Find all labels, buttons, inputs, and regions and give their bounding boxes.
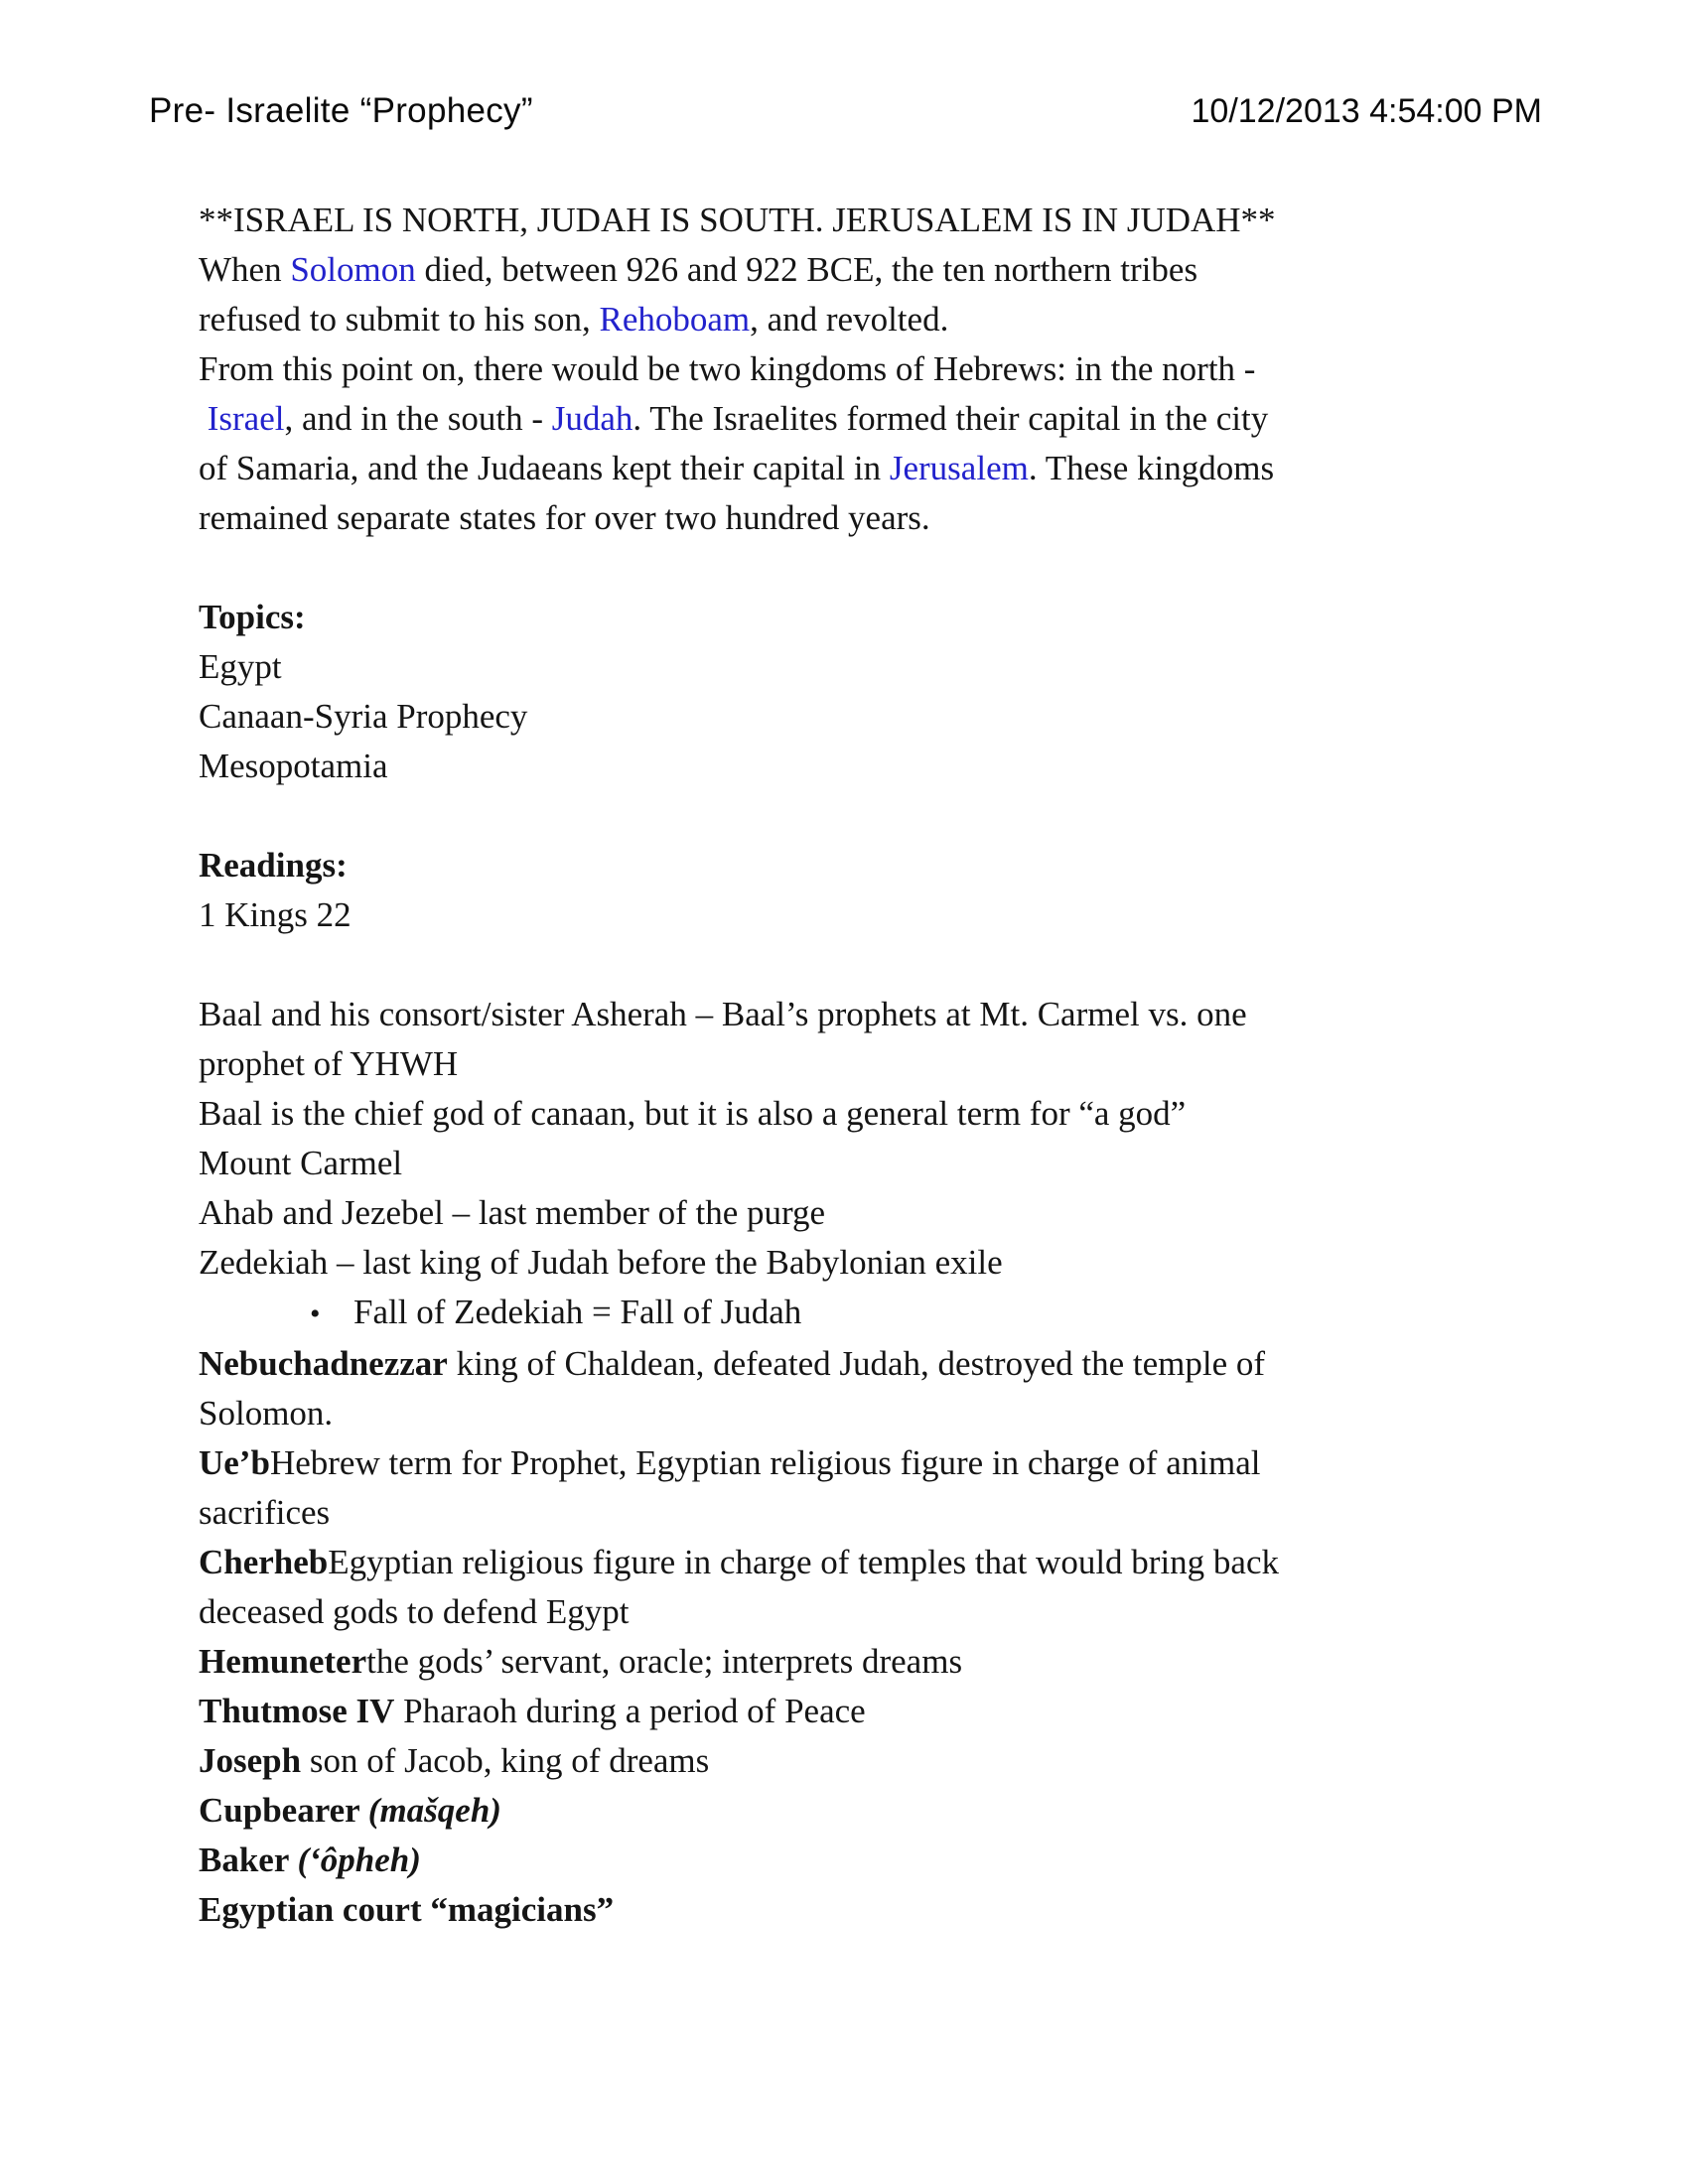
text-run: Cupbearer	[199, 1791, 368, 1830]
document-line	[199, 245, 1509, 295]
document-line	[199, 1438, 1509, 1488]
text-run: son of Jacob, king of dreams	[301, 1741, 710, 1780]
document-body	[199, 196, 1509, 1935]
document-line	[199, 1687, 1509, 1736]
document-line	[199, 1538, 1509, 1587]
page-header	[149, 91, 1542, 131]
document-line	[199, 344, 1509, 394]
text-run: Cherheb	[199, 1543, 329, 1581]
text-run: died, between 926 and 922 BCE, the ten northern tribes	[415, 250, 1198, 289]
text-run: deceased gods to defend Egypt	[199, 1592, 630, 1631]
text-run: Mesopotamia	[199, 747, 388, 785]
document-line	[199, 890, 1509, 940]
document-line	[199, 841, 1509, 890]
text-run: Ue’b	[199, 1443, 270, 1482]
text-run: Hemuneter	[199, 1642, 367, 1681]
bullet-icon: •	[310, 1297, 321, 1330]
text-run: Thutmose IV	[199, 1692, 395, 1730]
text-run: Joseph	[199, 1741, 302, 1780]
text-run: Baal and his consort/sister Asherah – Baal’s prophets at Mt. Carmel vs. one	[199, 995, 1247, 1033]
document-line	[199, 642, 1509, 692]
text-run: When	[199, 250, 291, 289]
document-line	[199, 1339, 1509, 1389]
document-line	[199, 543, 1509, 593]
text-run: of Samaria, and the Judaeans kept their capital in	[199, 449, 890, 487]
hyperlink[interactable]: Judah	[551, 399, 633, 438]
text-run: king of Chaldean, defeated Judah, destroyed the temple of	[447, 1344, 1266, 1383]
text-run: Zedekiah – last king of Judah before the Babylonian exile	[199, 1243, 1003, 1282]
text-run: remained separate states for over two hundred years.	[199, 498, 930, 537]
text-run: From this point on, there would be two kingdoms of Hebrews: in the north -	[199, 349, 1256, 388]
document-line	[199, 1089, 1509, 1139]
document-title: Pre- Israelite “Prophecy”	[149, 91, 533, 130]
text-run: Egyptian religious figure in charge of temples that would bring back	[328, 1543, 1279, 1581]
document-line	[199, 1587, 1509, 1637]
text-run: **ISRAEL IS NORTH, JUDAH IS SOUTH. JERUSALEM IS IN JUDAH**	[199, 201, 1276, 239]
document-line	[199, 1488, 1509, 1538]
text-run: Pharaoh during a period of Peace	[394, 1692, 866, 1730]
hyperlink[interactable]: Rehoboam	[599, 300, 751, 339]
text-run: Mount Carmel	[199, 1144, 403, 1182]
text-run: , and revolted.	[750, 300, 949, 339]
text-run: Readings:	[199, 846, 348, 885]
document-line	[199, 1389, 1509, 1438]
document-line	[199, 196, 1509, 245]
text-run: sacrifices	[199, 1493, 331, 1532]
text-run: Baal is the chief god of canaan, but it is also a general term for “a god”	[199, 1094, 1187, 1133]
document-line	[199, 940, 1509, 990]
text-run: Solomon.	[199, 1394, 334, 1433]
document-line	[199, 493, 1509, 543]
text-run: Ahab and Jezebel – last member of the purge	[199, 1193, 826, 1232]
document-line	[199, 394, 1509, 444]
document-line	[199, 1736, 1509, 1786]
document-line	[199, 1238, 1509, 1288]
hyperlink[interactable]: Solomon	[290, 250, 416, 289]
text-run: Baker	[199, 1841, 298, 1879]
document-line	[199, 1786, 1509, 1836]
text-run: Nebuchadnezzar	[199, 1344, 448, 1383]
text-run: (mašqeh)	[367, 1791, 501, 1830]
document-line	[199, 791, 1509, 841]
document-line	[199, 742, 1509, 791]
hyperlink[interactable]: Israel	[207, 399, 285, 438]
text-run: Topics:	[199, 598, 306, 636]
text-run: . The Israelites formed their capital in the city	[633, 399, 1269, 438]
text-run: 1 Kings 22	[199, 895, 352, 934]
text-run: Egypt	[199, 647, 282, 686]
header-timestamp: 10/12/2013 4:54:00 PM	[1191, 92, 1542, 130]
document-line	[199, 1039, 1509, 1089]
text-run: Hebrew term for Prophet, Egyptian religious figure in charge of animal	[269, 1443, 1261, 1482]
hyperlink[interactable]: Jerusalem	[889, 449, 1029, 487]
text-run: . These kingdoms	[1028, 449, 1275, 487]
text-run: (‘ôpheh)	[297, 1841, 421, 1879]
text-run: , and in the south -	[284, 399, 552, 438]
text-run: refused to submit to his son,	[199, 300, 600, 339]
document-line	[199, 295, 1509, 344]
document-line	[199, 1637, 1509, 1687]
document-line	[199, 692, 1509, 742]
text-run: Fall of Zedekiah = Fall of Judah	[353, 1293, 802, 1331]
document-line	[199, 444, 1509, 493]
text-run	[199, 399, 208, 438]
text-run: the gods’ servant, oracle; interprets dreams	[366, 1642, 963, 1681]
text-run: prophet of YHWH	[199, 1044, 459, 1083]
bullet-list-item	[199, 1288, 1509, 1339]
document-line	[199, 1188, 1509, 1238]
text-run: Egyptian court “magicians”	[199, 1890, 615, 1929]
document-line	[199, 1885, 1509, 1935]
text-run: Canaan-Syria Prophecy	[199, 697, 528, 736]
document-line	[199, 1139, 1509, 1188]
document-line	[199, 990, 1509, 1039]
document-line	[199, 593, 1509, 642]
document-line	[199, 1836, 1509, 1885]
